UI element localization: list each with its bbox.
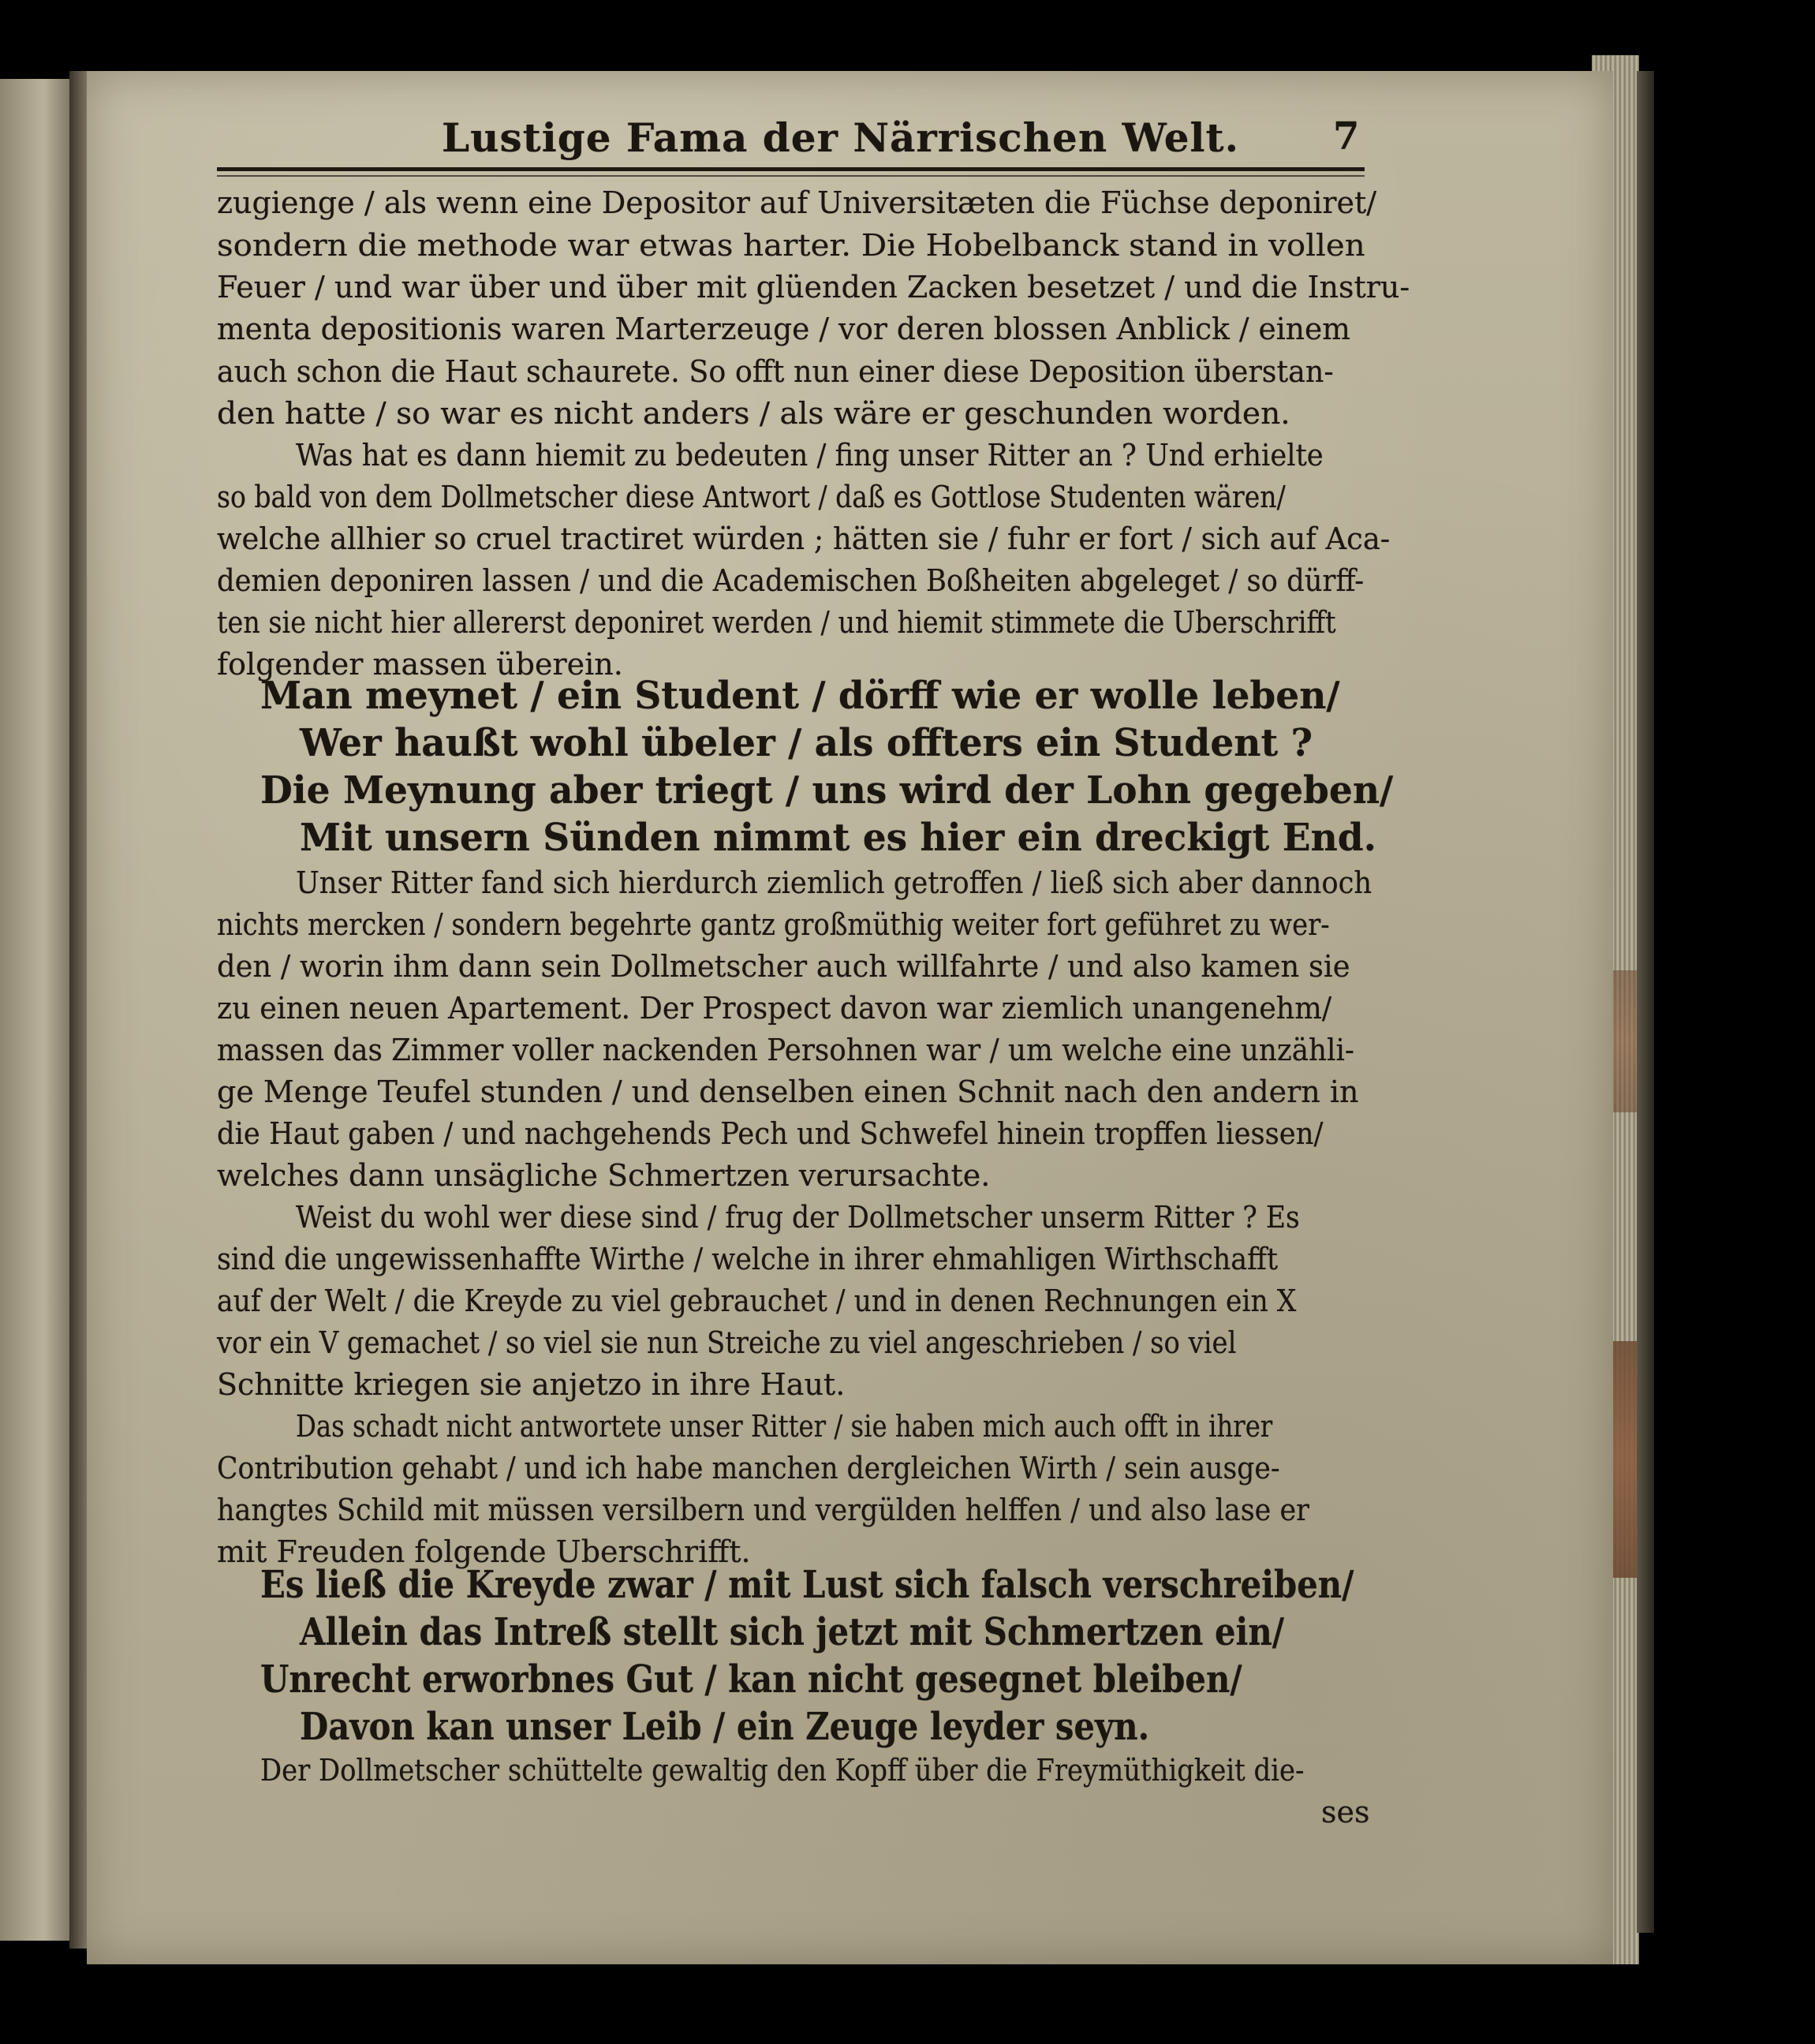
head-rule <box>217 175 1365 177</box>
text-line: Was hat es dann hiemit zu bedeuten / fing unser Ritter an ? Und erhielte <box>296 438 1324 473</box>
catchword: ses <box>1321 1795 1370 1829</box>
text-line: Feuer / und war über und über mit glüenden Zacken besetzet / und die Instru- <box>217 270 1410 305</box>
verse-line: Unrecht erworbnes Gut / kan nicht gesegnet bleiben/ <box>260 1657 1242 1702</box>
text-line: zugienge / als wenn eine Depositor auf Universitæten die Füchse deponiret/ <box>217 185 1377 220</box>
text-line: mit Freuden folgende Uberschrifft. <box>217 1534 751 1569</box>
text-line: ge Menge Teufel stunden / und denselben einen Schnit nach den andern in <box>217 1074 1359 1109</box>
text-line: zu einen neuen Apartement. Der Prospect davon war ziemlich unangenehm/ <box>217 991 1332 1026</box>
text-line: Weist du wohl wer diese sind / frug der Dollmetscher unserm Ritter ? Es <box>296 1200 1300 1235</box>
text-line: auch schon die Haut schaurete. So offt nun einer diese Deposition überstan- <box>217 354 1334 389</box>
fore-edge <box>1637 71 1654 1933</box>
left-page-edge <box>0 79 79 1941</box>
text-line: Schnitte kriegen sie anjetzo in ihre Haut. <box>217 1367 846 1402</box>
verse-line: Die Meynung aber triegt / uns wird der Lohn gegeben/ <box>260 768 1394 813</box>
text-line: massen das Zimmer voller nackenden Persohnen war / um welche eine unzähli- <box>217 1033 1354 1067</box>
verse-line: Man meynet / ein Student / dörff wie er wolle leben/ <box>260 674 1340 718</box>
running-head: Lustige Fama der Närrischen Welt. <box>442 114 1240 161</box>
head-rule <box>217 167 1365 171</box>
text-line: welches dann unsägliche Schmertzen verursachte. <box>217 1158 991 1193</box>
text-line: hangtes Schild mit müssen versilbern und vergülden helffen / und also lase er <box>217 1493 1309 1527</box>
verse-line: Wer haußt wohl übeler / als offters ein Student ? <box>300 721 1313 765</box>
verse-line: Mit unsern Sünden nimmt es hier ein dreckigt End. <box>300 816 1377 860</box>
text-line: folgender massen überein. <box>217 647 623 682</box>
text-line: sondern die methode war etwas harter. Die Hobelbanck stand in vollen <box>217 228 1365 263</box>
text-line: so bald von dem Dollmetscher diese Antwort / daß es Gottlose Studenten wären/ <box>217 480 1286 514</box>
text-line: vor ein V gemachet / so viel sie nun Streiche zu viel angeschrieben / so viel <box>217 1325 1237 1360</box>
text-line: Contribution gehabt / und ich habe manchen dergleichen Wirth / sein ausge- <box>217 1451 1280 1485</box>
verse-line: Davon kan unser Leib / ein Zeuge leyder seyn. <box>300 1705 1150 1749</box>
text-line: Das schadt nicht antwortete unser Ritter / sie haben mich auch offt in ihrer <box>296 1409 1273 1444</box>
text-line: die Haut gaben / und nachgehends Pech und Schwefel hinein tropffen liessen/ <box>217 1116 1324 1151</box>
text-line: nichts mercken / sondern begehrte gantz großmüthig weiter fort geführet zu wer- <box>217 907 1330 942</box>
text-line: sind die ungewissenhaffte Wirthe / welche in ihrer ehmahligen Wirthschafft <box>217 1242 1279 1276</box>
verse-line: Es ließ die Kreyde zwar / mit Lust sich falsch verschreiben/ <box>260 1563 1354 1607</box>
text-line: auf der Welt / die Kreyde zu viel gebrauchet / und in denen Rechnungen ein X <box>217 1284 1297 1318</box>
page-number: 7 <box>1333 114 1360 159</box>
text-line: den hatte / so war es nicht anders / als wäre er geschunden worden. <box>217 396 1290 431</box>
text-line: menta depositionis waren Marterzeuge / vor deren blossen Anblick / einem <box>217 312 1350 346</box>
text-line: welche allhier so cruel tractiret würden ; hätten sie / fuhr er fort / sich auf Aca- <box>217 521 1391 556</box>
text-line: Der Dollmetscher schüttelte gewaltig den Kopff über die Freymüthigkeit die- <box>260 1753 1305 1788</box>
text-line: ten sie nicht hier allererst deponiret werden / und hiemit stimmete die Uberschrifft <box>217 605 1336 640</box>
text-line: den / worin ihm dann sein Dollmetscher auch willfahrte / und also kamen sie <box>217 949 1350 984</box>
text-line: demien deponiren lassen / und die Academischen Boßheiten abgeleget / so dürff- <box>217 563 1365 598</box>
text-line: Unser Ritter fand sich hierdurch ziemlich getroffen / ließ sich aber dannoch <box>296 865 1372 900</box>
verse-line: Allein das Intreß stellt sich jetzt mit Schmertzen ein/ <box>300 1610 1285 1654</box>
